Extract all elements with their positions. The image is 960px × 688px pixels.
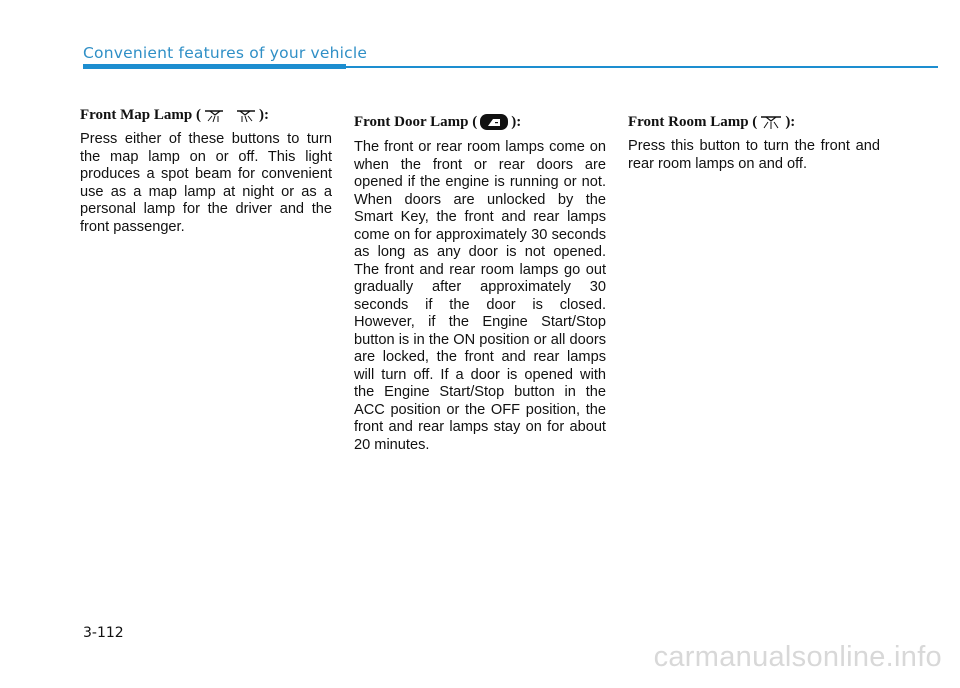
front-door-lamp-heading (354, 112, 606, 132)
front-map-lamp-body: Press either of these buttons to turn the map lamp on or off. This light produces a spot beam for convenient use as a map lamp at night or as a personal lamp for the driver and the front passenger. (80, 131, 332, 235)
front-map-lamp-section (80, 107, 332, 236)
front-map-lamp-heading (80, 107, 332, 124)
map-lamp-icons (203, 109, 257, 123)
map-lamp-right-icon (233, 109, 257, 123)
header-rule-thick (83, 64, 346, 69)
heading-text-start: Front Map Lamp ( (80, 107, 201, 123)
header-rule-thin (346, 66, 938, 68)
door-lamp-icon (479, 112, 509, 132)
heading-text-end: ): (511, 113, 522, 130)
heading-text-start: Front Door Lamp ( (354, 113, 478, 130)
watermark-text: carmanualsonline.info (653, 641, 942, 673)
front-room-lamp-section (628, 114, 880, 173)
map-lamp-left-icon (203, 109, 227, 123)
room-lamp-icon (759, 115, 783, 131)
section-header-title: Convenient features of your vehicle (83, 44, 368, 62)
heading-text-end: ): (785, 114, 796, 130)
front-room-lamp-heading (628, 114, 880, 131)
heading-text-start: Front Room Lamp ( (628, 114, 758, 130)
front-room-lamp-body: Press this button to turn the front and rear room lamps on and off. (628, 138, 880, 172)
front-door-lamp-body: The front or rear room lamps come on when the front or rear doors are opened if the engine is running or not. When doors are unlocked by the Smart Key, the front and rear lamps come on for approximately 30 seconds as long as any door is not opened. The front and rear room lamps go out gradually after approximately 30 seconds if the door is closed. However, if the Engine Start/Stop button is in the ON position or all doors are locked, the front and rear lamps will turn off. If a door is opened with the Engine Start/Stop button in the ACC position or the OFF position, the front and rear lamps stay on for about 20 minutes. (354, 139, 606, 453)
heading-text-end: ): (258, 107, 269, 123)
page-number: 3-112 (83, 625, 124, 641)
front-door-lamp-section (354, 112, 606, 454)
